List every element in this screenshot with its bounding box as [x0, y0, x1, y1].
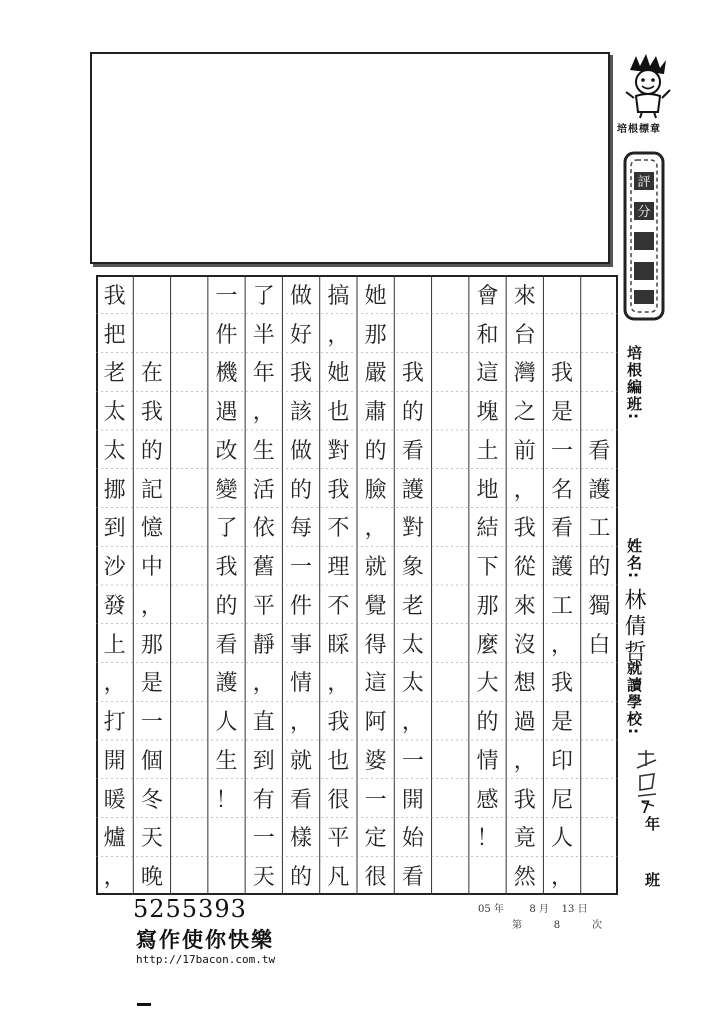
- essay-char: 大: [476, 671, 499, 697]
- essay-char: 活: [252, 477, 275, 503]
- essay-char: 老: [401, 593, 424, 619]
- essay-char: 睬: [327, 632, 350, 658]
- essay-char: 變: [215, 477, 238, 503]
- essay-char: 看: [588, 438, 611, 464]
- essay-char: ！: [476, 826, 499, 852]
- class-suffix: 班: [643, 872, 661, 889]
- essay-char: 我: [327, 710, 350, 736]
- essay-char: 阿: [364, 710, 387, 736]
- essay-char: 一: [401, 748, 424, 774]
- essay-char: 工: [588, 516, 611, 542]
- essay-char: 她: [364, 283, 387, 309]
- essay-char: 就: [290, 748, 313, 774]
- essay-char: 冬: [140, 787, 163, 813]
- essay-char: 護: [401, 477, 424, 503]
- essay-char: 人: [551, 826, 574, 852]
- essay-char: 看: [401, 865, 424, 891]
- essay-char: 是: [140, 671, 163, 697]
- essay-char: 開: [401, 787, 424, 813]
- essay-char: 印: [551, 748, 574, 774]
- essay-char: 定: [364, 826, 387, 852]
- essay-char: 和: [476, 322, 499, 348]
- year-label: 年: [493, 904, 504, 915]
- essay-char: 機: [215, 361, 238, 387]
- essay-char: 舊: [252, 555, 275, 581]
- essay-char: 我: [551, 361, 574, 387]
- essay-char: 太: [401, 671, 424, 697]
- essay-char: 人: [215, 710, 238, 736]
- essay-char: 的: [364, 438, 387, 464]
- essay-char: 土: [476, 438, 499, 464]
- page-mark: [137, 1003, 151, 1006]
- essay-char: 樣: [290, 826, 313, 852]
- essay-char: 把: [103, 322, 126, 348]
- essay-char: 不: [327, 593, 350, 619]
- essay-char: 我: [290, 361, 313, 387]
- essay-char: 暖: [103, 787, 126, 813]
- essay-char: 也: [327, 748, 350, 774]
- essay-char: 會: [476, 283, 499, 309]
- essay-char: 結: [476, 516, 499, 542]
- essay-char: 名: [551, 477, 574, 503]
- essay-char: ，: [327, 671, 350, 697]
- essay-char: ，: [551, 865, 574, 891]
- essay-char: 塊: [476, 400, 499, 426]
- mascot-logo: [618, 52, 678, 122]
- footer-code: 5255393: [133, 895, 247, 923]
- essay-char: 不: [327, 516, 350, 542]
- essay-char: 凡: [327, 865, 350, 891]
- essay-char: 太: [103, 438, 126, 464]
- essay-char: 生: [215, 748, 238, 774]
- essay-char: ，: [551, 632, 574, 658]
- brand-label: 培根標章: [617, 124, 661, 135]
- day-value: 13: [561, 904, 575, 915]
- essay-char: 地: [476, 477, 499, 503]
- sequence-line: [512, 916, 602, 931]
- essay-char: ，: [252, 400, 275, 426]
- essay-char: ，: [103, 865, 126, 891]
- seq-value: 8: [553, 920, 561, 931]
- date-line: [478, 900, 588, 915]
- stamp-char-1: 評: [637, 175, 651, 190]
- essay-char: 前: [513, 438, 536, 464]
- essay-char: 直: [252, 710, 275, 736]
- essay-char: 遇: [215, 400, 238, 426]
- essay-char: 來: [513, 283, 536, 309]
- essay-char: 生: [252, 438, 275, 464]
- essay-char: 的: [290, 865, 313, 891]
- essay-char: 她: [327, 361, 350, 387]
- essay-char: 太: [103, 400, 126, 426]
- essay-char: 開: [103, 748, 126, 774]
- essay-char: 依: [252, 516, 275, 542]
- essay-char: 憶: [140, 516, 163, 542]
- essay-char: 件: [290, 593, 313, 619]
- essay-char: 個: [140, 748, 163, 774]
- essay-char: 爐: [103, 826, 126, 852]
- essay-char: 覺: [364, 593, 387, 619]
- essay-char: 太: [401, 632, 424, 658]
- class-label: 培根編班:: [625, 345, 643, 421]
- essay-char: 到: [252, 748, 275, 774]
- essay-char: ，: [252, 671, 275, 697]
- essay-char: 這: [476, 361, 499, 387]
- essay-char: 那: [364, 322, 387, 348]
- essay-char: 上: [103, 632, 126, 658]
- essay-char: 每: [290, 516, 313, 542]
- essay-char: 半: [252, 322, 275, 348]
- essay-char: 是: [551, 710, 574, 736]
- essay-char: 是: [551, 400, 574, 426]
- essay-char: 的: [215, 593, 238, 619]
- essay-char: 好: [290, 322, 313, 348]
- essay-char: 平: [252, 593, 275, 619]
- essay-char: 工: [551, 593, 574, 619]
- essay-char: 了: [215, 516, 238, 542]
- essay-char: 護: [551, 555, 574, 581]
- essay-char: 我: [140, 400, 163, 426]
- essay-char: 平: [327, 826, 350, 852]
- essay-char: 之: [513, 400, 536, 426]
- essay-char: 我: [327, 477, 350, 503]
- essay-char: 件: [215, 322, 238, 348]
- essay-char: 我: [551, 671, 574, 697]
- essay-char: 來: [513, 593, 536, 619]
- writing-grid: [96, 275, 618, 895]
- essay-char: 獨: [588, 593, 611, 619]
- day-label: 日: [577, 904, 588, 915]
- essay-char: 肅: [364, 400, 387, 426]
- essay-char: 該: [290, 400, 313, 426]
- essay-char: ，: [103, 671, 126, 697]
- essay-char: 的: [588, 555, 611, 581]
- essay-char: ！: [215, 787, 238, 813]
- essay-char: 做: [290, 438, 313, 464]
- essay-char: 婆: [364, 748, 387, 774]
- essay-char: 年: [252, 361, 275, 387]
- essay-char: 事: [290, 632, 313, 658]
- seq-label: 第: [512, 920, 522, 931]
- essay-char: 沙: [103, 555, 126, 581]
- teacher-comment-box: [90, 52, 610, 264]
- year-value: 05: [478, 904, 491, 915]
- grade-value: 7: [640, 798, 651, 818]
- essay-char: 發: [103, 593, 126, 619]
- essay-char: 情: [476, 748, 499, 774]
- essay-char: 象: [401, 555, 424, 581]
- essay-char: ，: [140, 593, 163, 619]
- essay-char: 改: [215, 438, 238, 464]
- month-value: 8: [529, 904, 536, 915]
- seq-suffix: 次: [591, 920, 602, 931]
- essay-char: 搞: [327, 283, 350, 309]
- essay-char: 也: [327, 400, 350, 426]
- essay-char: 一: [551, 438, 574, 464]
- essay-char: 嚴: [364, 361, 387, 387]
- school-label: 就讀學校:: [625, 660, 643, 736]
- essay-char: ，: [513, 748, 536, 774]
- essay-char: 這: [364, 671, 387, 697]
- month-label: 月: [538, 904, 549, 915]
- essay-char: 一: [364, 787, 387, 813]
- score-stamp: [622, 150, 666, 322]
- essay-char: 對: [401, 516, 424, 542]
- essay-char: 感: [476, 787, 499, 813]
- essay-char: 一: [140, 710, 163, 736]
- essay-char: 情: [290, 671, 313, 697]
- essay-char: 很: [364, 865, 387, 891]
- essay-char: 的: [290, 477, 313, 503]
- essay-char: 從: [513, 555, 536, 581]
- essay-char: 我: [215, 555, 238, 581]
- essay-char: 我: [103, 283, 126, 309]
- essay-char: 白: [588, 632, 611, 658]
- essay-char: 臉: [364, 477, 387, 503]
- essay-char: 記: [140, 477, 163, 503]
- essay-char: 老: [103, 361, 126, 387]
- essay-char: 灣: [513, 361, 536, 387]
- essay-char: 一: [252, 826, 275, 852]
- essay-char: 護: [215, 671, 238, 697]
- name-value: 林倩哲: [621, 588, 646, 666]
- essay-char: 的: [140, 438, 163, 464]
- essay-char: 一: [290, 555, 313, 581]
- essay-char: ，: [401, 710, 424, 736]
- name-label: 姓名:: [625, 538, 643, 580]
- essay-char: 中: [140, 555, 163, 581]
- essay-char: 有: [252, 787, 275, 813]
- essay-char: 那: [140, 632, 163, 658]
- essay-char: 在: [140, 361, 163, 387]
- essay-char: 挪: [103, 477, 126, 503]
- essay-char: 那: [476, 593, 499, 619]
- essay-char: 始: [401, 826, 424, 852]
- essay-char: ，: [290, 710, 313, 736]
- essay-char: 麼: [476, 632, 499, 658]
- footer-slogan: 寫作使你快樂: [136, 928, 274, 952]
- footer-url[interactable]: http://17bacon.com.tw: [136, 953, 276, 966]
- stamp-char-2: 分: [637, 205, 651, 220]
- essay-char: 天: [140, 826, 163, 852]
- essay-char: 理: [327, 555, 350, 581]
- essay-char: 我: [513, 516, 536, 542]
- essay-char: 我: [401, 361, 424, 387]
- essay-char: 的: [476, 710, 499, 736]
- essay-char: 台: [513, 322, 536, 348]
- essay-char: 看: [401, 438, 424, 464]
- essay-char: 想: [513, 671, 536, 697]
- essay-char: 就: [364, 555, 387, 581]
- essay-char: 得: [364, 632, 387, 658]
- essay-char: ，: [327, 322, 350, 348]
- essay-char: 我: [513, 787, 536, 813]
- essay-char: 很: [327, 787, 350, 813]
- essay-char: 看: [551, 516, 574, 542]
- essay-char: 過: [513, 710, 536, 736]
- essay-char: ，: [513, 477, 536, 503]
- essay-char: 的: [401, 400, 424, 426]
- essay-char: 到: [103, 516, 126, 542]
- essay-char: 沒: [513, 632, 536, 658]
- essay-char: 靜: [252, 632, 275, 658]
- essay-char: ，: [364, 516, 387, 542]
- essay-char: 晚: [140, 865, 163, 891]
- essay-char: 竟: [513, 826, 536, 852]
- essay-char: 然: [513, 865, 536, 891]
- essay-char: 護: [588, 477, 611, 503]
- essay-char: 下: [476, 555, 499, 581]
- essay-char: 一: [215, 283, 238, 309]
- essay-char: 了: [252, 283, 275, 309]
- essay-char: 看: [215, 632, 238, 658]
- essay-char: 打: [103, 710, 126, 736]
- essay-char: 看: [290, 787, 313, 813]
- essay-char: 做: [290, 283, 313, 309]
- essay-char: 對: [327, 438, 350, 464]
- grade-label: 年: [643, 816, 661, 833]
- essay-char: 尼: [551, 787, 574, 813]
- essay-char: 天: [252, 865, 275, 891]
